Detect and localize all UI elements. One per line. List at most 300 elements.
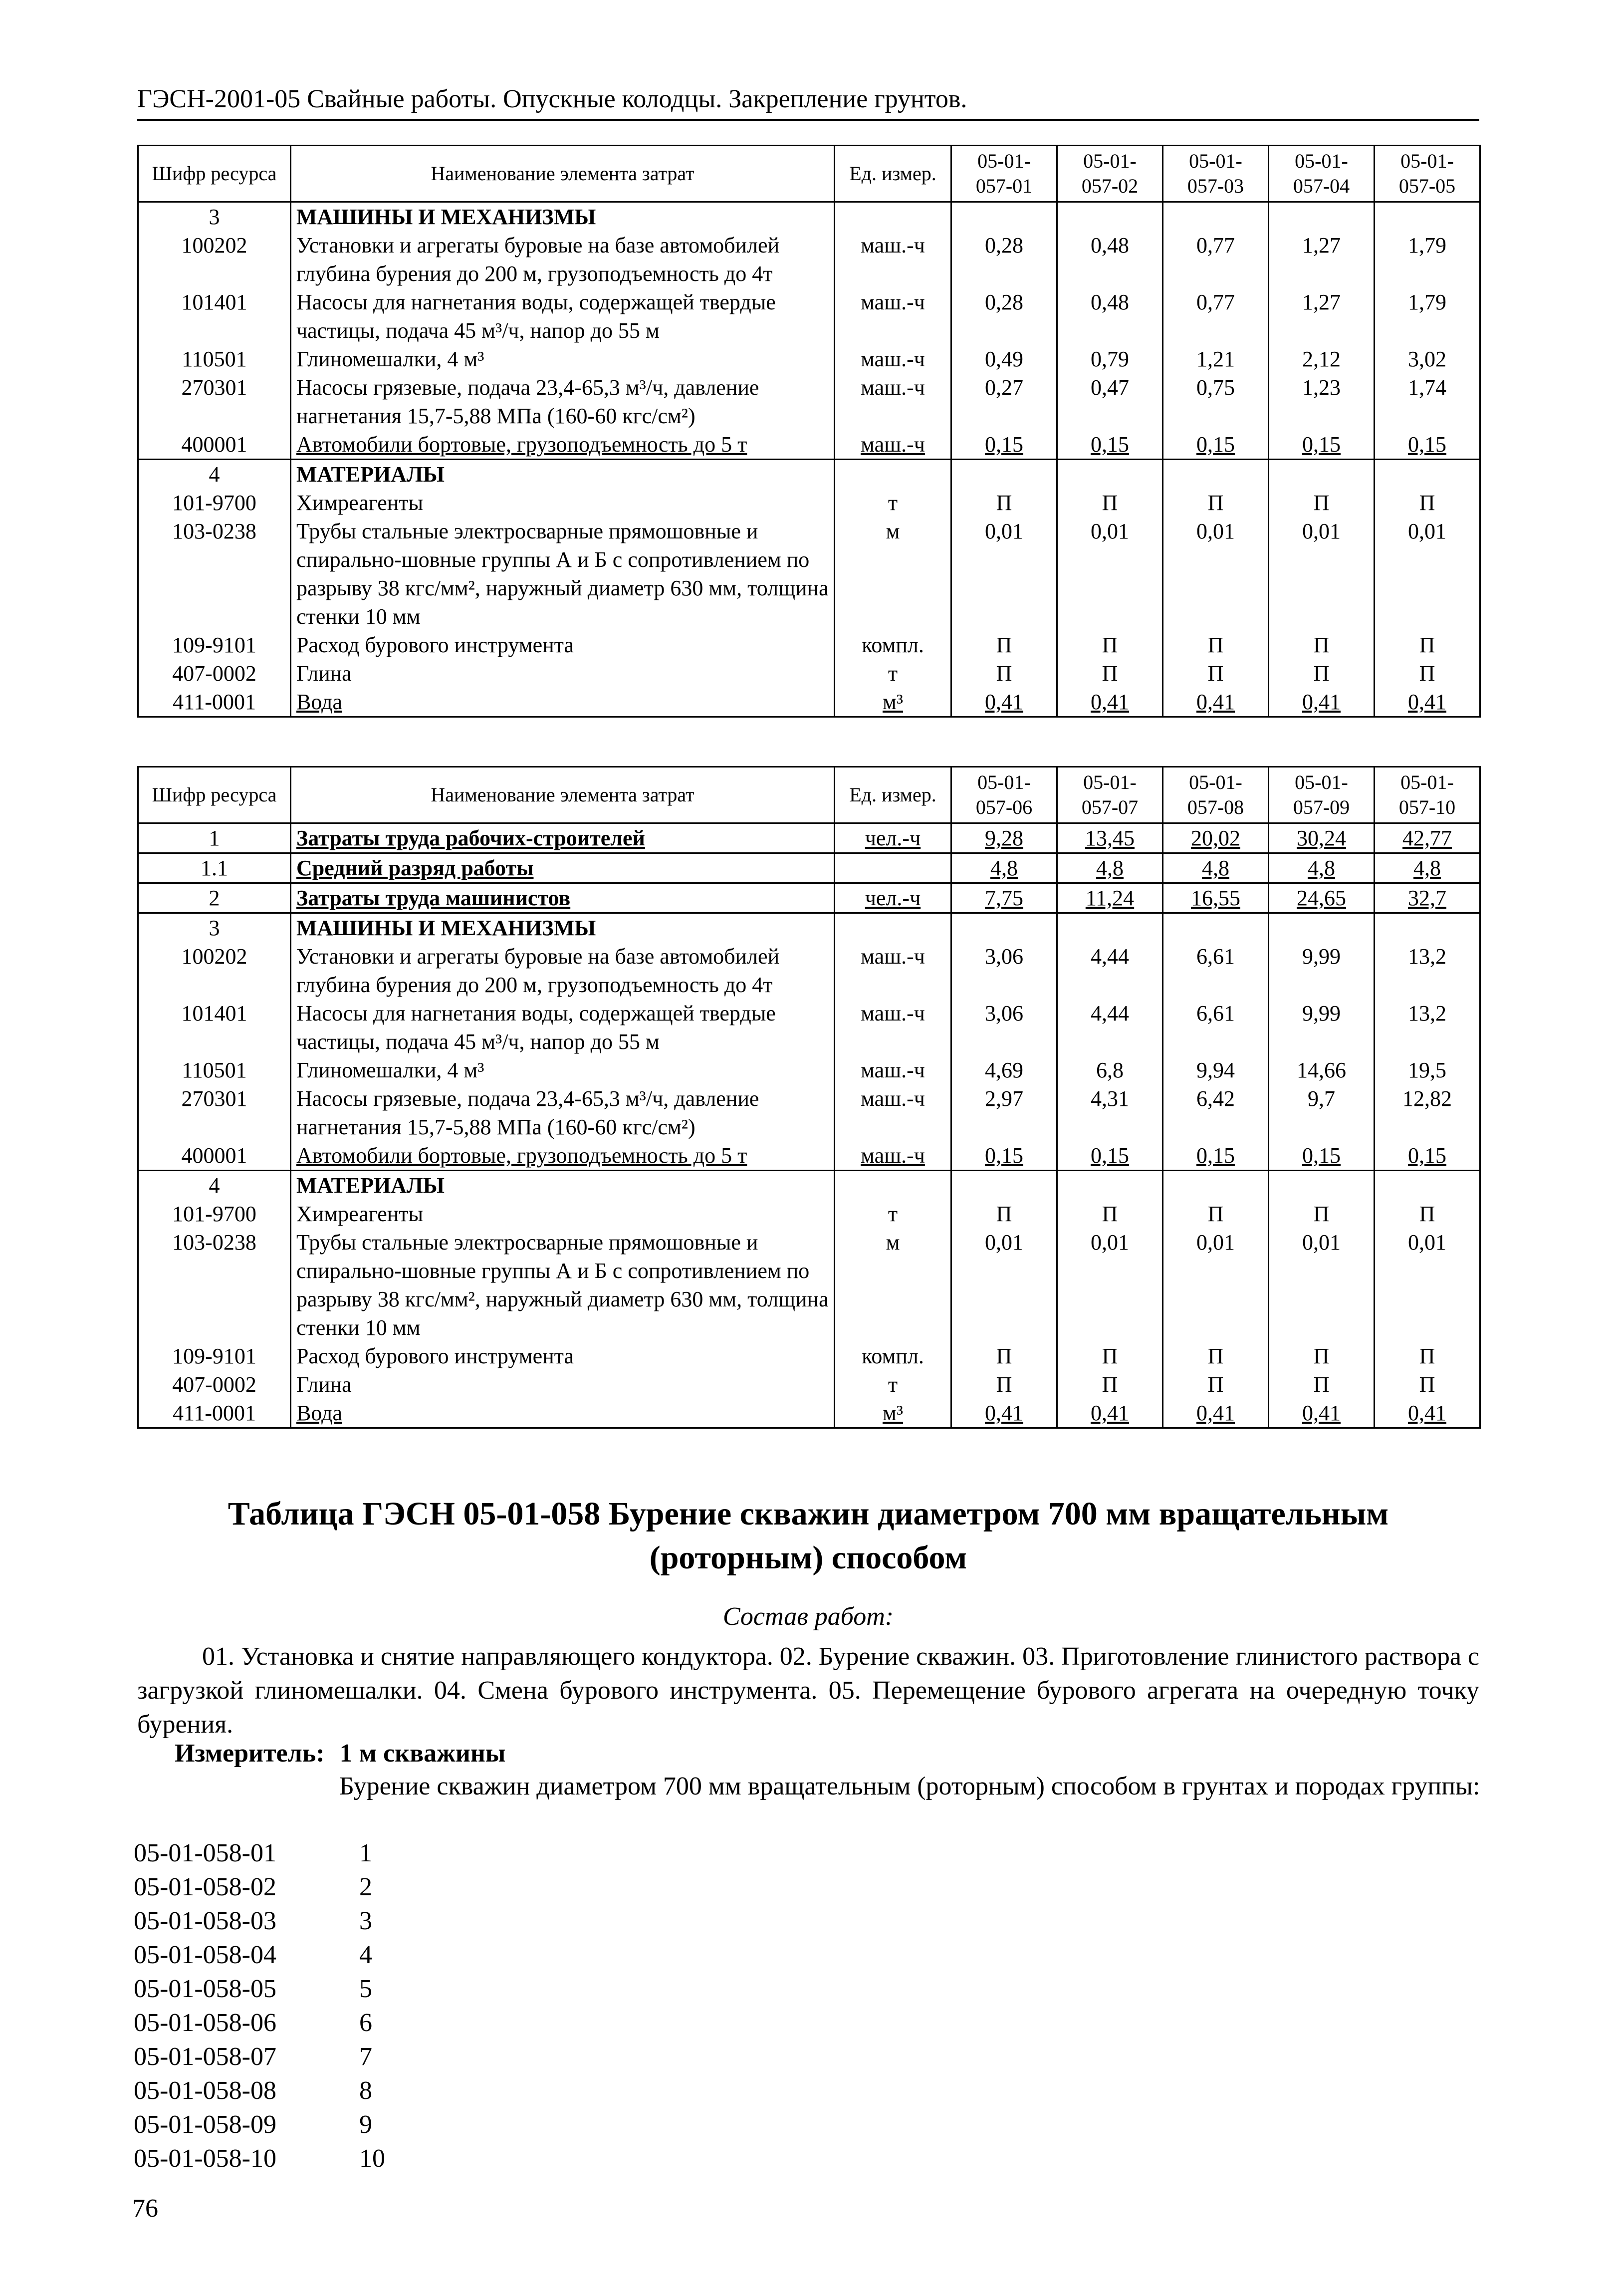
cell-value [1057, 913, 1163, 943]
cell-value: 0,79 [1057, 345, 1163, 373]
cell-name: МАШИНЫ И МЕХАНИЗМЫ [291, 202, 835, 232]
cell-code: 411-0001 [138, 688, 291, 717]
cell-value: 13,2 [1375, 999, 1480, 1056]
soil-group: 2 [359, 1873, 372, 1901]
cell-name: Автомобили бортовые, грузоподъемность до 5 т [291, 1141, 835, 1171]
cell-unit [835, 913, 951, 943]
table-row [138, 202, 1480, 232]
cell-value: 30,24 [1269, 823, 1375, 853]
cell-name: Средний разряд работы [291, 853, 835, 883]
cell-code: 2 [138, 883, 291, 913]
cell-unit: маш.-ч [835, 288, 951, 345]
cell-value: 9,99 [1269, 999, 1375, 1056]
cell-value: П [1057, 1200, 1163, 1228]
table-row [138, 999, 1480, 1056]
cell-value: 42,77 [1375, 823, 1480, 853]
cell-value: 0,01 [1057, 517, 1163, 631]
cell-value: П [1375, 1342, 1480, 1370]
cell-value: 0,28 [951, 231, 1057, 288]
cell-code: 100202 [138, 942, 291, 999]
soil-group: 10 [359, 2144, 385, 2173]
cell-unit: м³ [835, 1399, 951, 1428]
norm-code: 05-01-058-02 [134, 1873, 276, 1901]
cell-value: 0,15 [1269, 1141, 1375, 1171]
cell-value [951, 913, 1057, 943]
norm-code: 05-01-058-10 [134, 2144, 276, 2173]
cell-value: 0,47 [1057, 373, 1163, 430]
cell-name: Насосы грязевые, подача 23,4-65,3 м³/ч, давление нагнетания 15,7-5,88 МПа (160-60 кгс/см²) [291, 1084, 835, 1141]
resource-table-057-06-10 [137, 766, 1481, 1429]
cell-value: 1,23 [1269, 373, 1375, 430]
cell-value: 4,69 [951, 1056, 1057, 1084]
cell-value: 0,41 [1269, 1399, 1375, 1428]
cell-value: 1,79 [1375, 231, 1480, 288]
cell-value: 0,15 [1375, 430, 1480, 460]
header-norm-code: 05-01- 057-05 [1375, 146, 1480, 202]
cell-code: 407-0002 [138, 1370, 291, 1399]
cell-value: П [951, 1342, 1057, 1370]
cell-value: 4,44 [1057, 942, 1163, 999]
table-row [138, 942, 1480, 999]
cell-value: 4,8 [951, 853, 1057, 883]
table-row [138, 373, 1480, 430]
cell-unit: маш.-ч [835, 1141, 951, 1171]
cell-code: 100202 [138, 231, 291, 288]
code-row [134, 2006, 409, 2040]
cell-value: П [951, 489, 1057, 517]
code-row [134, 2108, 409, 2142]
table-row [138, 1342, 1480, 1370]
table-row [138, 517, 1480, 631]
cell-value: П [1375, 1370, 1480, 1399]
cell-value: П [1375, 659, 1480, 688]
page-number: 76 [132, 2194, 158, 2223]
cell-unit: т [835, 659, 951, 688]
cell-code: 4 [138, 460, 291, 489]
cell-value: 0,28 [951, 288, 1057, 345]
cell-code: 101-9700 [138, 1200, 291, 1228]
code-row [134, 1904, 409, 1938]
cell-value: 0,41 [1375, 1399, 1480, 1428]
cell-value [1057, 202, 1163, 232]
cell-value: П [1163, 1342, 1269, 1370]
cell-value: 0,01 [951, 517, 1057, 631]
cell-name: Автомобили бортовые, грузоподъемность до 5 т [291, 430, 835, 460]
cell-value: 7,75 [951, 883, 1057, 913]
cell-unit: чел.-ч [835, 883, 951, 913]
table-body [138, 823, 1480, 1428]
cell-value [1269, 1171, 1375, 1200]
table-row [138, 631, 1480, 659]
cell-value: 4,31 [1057, 1084, 1163, 1141]
norm-code: 05-01-058-06 [134, 2009, 276, 2037]
soil-group: 9 [359, 2110, 372, 2139]
table-row [138, 853, 1480, 883]
cell-value: 6,42 [1163, 1084, 1269, 1141]
cell-value: П [1269, 659, 1375, 688]
code-list [134, 1836, 409, 2176]
cell-value: П [1057, 489, 1163, 517]
table-header-row [138, 146, 1480, 202]
cell-name: Химреагенты [291, 1200, 835, 1228]
composition-title: Состав работ: [722, 1602, 894, 1631]
cell-value: 0,41 [951, 1399, 1057, 1428]
cell-code: 1.1 [138, 853, 291, 883]
cell-value [1375, 460, 1480, 489]
cell-value: 0,15 [951, 1141, 1057, 1171]
cell-value: П [1269, 489, 1375, 517]
norm-code: 05-01-058-04 [134, 1941, 276, 1969]
cell-unit: т [835, 1200, 951, 1228]
table-row [138, 1228, 1480, 1342]
cell-value: 0,15 [1269, 430, 1375, 460]
cell-value: 0,41 [1269, 688, 1375, 717]
cell-value: 12,82 [1375, 1084, 1480, 1141]
cell-value: 2,97 [951, 1084, 1057, 1141]
cell-unit: м [835, 517, 951, 631]
header-unit: Ед. измер. [835, 146, 951, 202]
cell-unit: маш.-ч [835, 942, 951, 999]
cell-unit: маш.-ч [835, 1084, 951, 1141]
table-row [138, 659, 1480, 688]
cell-value: 0,41 [1375, 688, 1480, 717]
cell-name: Установки и агрегаты буровые на базе автомобилей глубина бурения до 200 м, грузоподъемность до 4т [291, 231, 835, 288]
table-row [138, 688, 1480, 717]
cell-value: 0,49 [951, 345, 1057, 373]
norm-code: 05-01-058-09 [134, 2110, 276, 2139]
table-row [138, 1171, 1480, 1200]
soil-group: 8 [359, 2076, 372, 2105]
table-body [138, 202, 1480, 717]
cell-value: 13,45 [1057, 823, 1163, 853]
cell-unit: компл. [835, 1342, 951, 1370]
soil-group: 5 [359, 1975, 372, 2003]
table-row [138, 489, 1480, 517]
table-row [138, 883, 1480, 913]
table-row [138, 1200, 1480, 1228]
cell-value: 3,06 [951, 942, 1057, 999]
cell-value: 0,01 [1163, 1228, 1269, 1342]
cell-value: П [951, 1370, 1057, 1399]
norm-code: 05-01-058-07 [134, 2042, 276, 2071]
cell-value: 4,8 [1375, 853, 1480, 883]
header-norm-code: 05-01- 057-02 [1057, 146, 1163, 202]
cell-name: Расход бурового инструмента [291, 1342, 835, 1370]
cell-value: 0,77 [1163, 288, 1269, 345]
header-norm-code: 05-01- 057-03 [1163, 146, 1269, 202]
table-row [138, 231, 1480, 288]
cell-name: Глиномешалки, 4 м³ [291, 1056, 835, 1084]
cell-value: 0,15 [1057, 1141, 1163, 1171]
cell-unit [835, 1171, 951, 1200]
cell-value [951, 460, 1057, 489]
table-row [138, 823, 1480, 853]
cell-value: 1,27 [1269, 288, 1375, 345]
table-row [138, 1056, 1480, 1084]
cell-name: Вода [291, 1399, 835, 1428]
cell-value: 9,28 [951, 823, 1057, 853]
cell-code: 4 [138, 1171, 291, 1200]
cell-value: 0,41 [1163, 1399, 1269, 1428]
cell-value: П [1269, 631, 1375, 659]
cell-value [1163, 202, 1269, 232]
soil-group: 3 [359, 1907, 372, 1935]
code-row [134, 2142, 409, 2176]
composition-text: 01. Установка и снятие направляющего кондуктора. 02. Бурение скважин. 03. Приготовление глинистого раствора с загрузкой глиномешалки. 04. Смена бурового инструмента. 05. Перемещение бурового агрегата на очередную точку бурения. [137, 1642, 1479, 1739]
cell-unit: чел.-ч [835, 823, 951, 853]
cell-value: 0,15 [1057, 430, 1163, 460]
cell-name: Установки и агрегаты буровые на базе автомобилей глубина бурения до 200 м, грузоподъемность до 4т [291, 942, 835, 999]
cell-unit [835, 460, 951, 489]
cell-value: 1,21 [1163, 345, 1269, 373]
header-norm-code: 05-01- 057-01 [951, 146, 1057, 202]
cell-value: 6,8 [1057, 1056, 1163, 1084]
cell-value [1269, 202, 1375, 232]
cell-unit: маш.-ч [835, 1056, 951, 1084]
cell-value: П [1163, 631, 1269, 659]
cell-name: Насосы для нагнетания воды, содержащей твердые частицы, подача 45 м³/ч, напор до 55 м [291, 288, 835, 345]
cell-value: 4,8 [1163, 853, 1269, 883]
cell-code: 270301 [138, 1084, 291, 1141]
cell-value: 14,66 [1269, 1056, 1375, 1084]
meter [175, 1739, 505, 1768]
code-row [134, 1870, 409, 1904]
cell-value: 0,41 [1057, 1399, 1163, 1428]
cell-code: 411-0001 [138, 1399, 291, 1428]
table-row [138, 913, 1480, 943]
cell-name: Глиномешалки, 4 м³ [291, 345, 835, 373]
cell-code: 1 [138, 823, 291, 853]
cell-value [1269, 913, 1375, 943]
cell-code: 3 [138, 202, 291, 232]
cell-value [1163, 1171, 1269, 1200]
cell-value [951, 1171, 1057, 1200]
header-name: Наименование элемента затрат [291, 146, 835, 202]
header-norm-code: 05-01- 057-09 [1269, 767, 1375, 823]
header-norm-code: 05-01- 057-06 [951, 767, 1057, 823]
cell-value [1057, 1171, 1163, 1200]
cell-code: 109-9101 [138, 631, 291, 659]
norm-code: 05-01-058-08 [134, 2076, 276, 2105]
table-row [138, 1370, 1480, 1399]
cell-code: 109-9101 [138, 1342, 291, 1370]
code-row [134, 1938, 409, 1972]
cell-value [1163, 460, 1269, 489]
code-row [134, 1836, 409, 1870]
cell-value [1375, 202, 1480, 232]
header-norm-code: 05-01- 057-07 [1057, 767, 1163, 823]
cell-value: 4,8 [1269, 853, 1375, 883]
cell-value: 1,27 [1269, 231, 1375, 288]
cell-name: Затраты труда рабочих-строителей [291, 823, 835, 853]
cell-unit: т [835, 489, 951, 517]
cell-value: 0,15 [1163, 430, 1269, 460]
cell-code: 101401 [138, 999, 291, 1056]
header-norm-code: 05-01- 057-10 [1375, 767, 1480, 823]
cell-unit [835, 202, 951, 232]
cell-value: 0,01 [1269, 1228, 1375, 1342]
cell-value: П [1375, 489, 1480, 517]
cell-value: 9,7 [1269, 1084, 1375, 1141]
cell-name: Расход бурового инструмента [291, 631, 835, 659]
cell-value: П [1163, 1370, 1269, 1399]
cell-value: 0,41 [1163, 688, 1269, 717]
meter-label: Измеритель: [175, 1739, 325, 1768]
soil-group: 7 [359, 2042, 372, 2071]
cell-name: Трубы стальные электросварные прямошовные и спирально-шовные группы А и Б с сопротивлением по разрыву 38 кгс/мм², наружный диаметр 630 мм, толщина стенки 10 мм [291, 1228, 835, 1342]
cell-value [1375, 1171, 1480, 1200]
cell-unit: компл. [835, 631, 951, 659]
cell-value [1375, 913, 1480, 943]
page-header: ГЭСН-2001-05 Свайные работы. Опускные колодцы. Закрепление грунтов. [137, 84, 1479, 121]
table-row [138, 288, 1480, 345]
cell-value: 0,15 [1163, 1141, 1269, 1171]
soil-group: 1 [359, 1839, 372, 1867]
header-norm-code: 05-01- 057-04 [1269, 146, 1375, 202]
cell-value: П [1269, 1342, 1375, 1370]
cell-value: 16,55 [1163, 883, 1269, 913]
cell-value: 0,48 [1057, 231, 1163, 288]
cell-value: П [951, 1200, 1057, 1228]
cell-name: Глина [291, 659, 835, 688]
cell-name: МАШИНЫ И МЕХАНИЗМЫ [291, 913, 835, 943]
cell-unit: маш.-ч [835, 345, 951, 373]
cell-value [1163, 913, 1269, 943]
cell-unit [835, 853, 951, 883]
cell-unit: т [835, 1370, 951, 1399]
cell-name: Глина [291, 1370, 835, 1399]
table-row [138, 345, 1480, 373]
cell-unit: м³ [835, 688, 951, 717]
cell-code: 400001 [138, 1141, 291, 1171]
cell-unit: маш.-ч [835, 373, 951, 430]
meter-value: 1 м скважины [339, 1739, 506, 1768]
cell-value: 6,61 [1163, 999, 1269, 1056]
cell-code: 110501 [138, 1056, 291, 1084]
cell-value: П [1057, 659, 1163, 688]
cell-value: 0,77 [1163, 231, 1269, 288]
cell-value: 0,41 [951, 688, 1057, 717]
cell-code: 103-0238 [138, 517, 291, 631]
cell-code: 270301 [138, 373, 291, 430]
soil-group: 4 [359, 1941, 372, 1969]
cell-code: 103-0238 [138, 1228, 291, 1342]
cell-code: 101-9700 [138, 489, 291, 517]
cell-value: 0,01 [1375, 1228, 1480, 1342]
code-row [134, 1972, 409, 2006]
cell-name: Трубы стальные электросварные прямошовные и спирально-шовные группы А и Б с сопротивлением по разрыву 38 кгс/мм², наружный диаметр 630 мм, толщина стенки 10 мм [291, 517, 835, 631]
cell-value: 0,01 [1269, 517, 1375, 631]
cell-value: П [1163, 659, 1269, 688]
cell-value: П [1269, 1370, 1375, 1399]
cell-unit: маш.-ч [835, 999, 951, 1056]
cell-value: 0,41 [1057, 688, 1163, 717]
cell-value: 0,48 [1057, 288, 1163, 345]
cell-value: 13,2 [1375, 942, 1480, 999]
cell-value: 0,01 [1375, 517, 1480, 631]
norm-code: 05-01-058-03 [134, 1907, 276, 1935]
cell-value: 0,01 [1057, 1228, 1163, 1342]
resource-table-057-01-05 [137, 145, 1481, 718]
cell-name: МАТЕРИАЛЫ [291, 1171, 835, 1200]
cell-value [1057, 460, 1163, 489]
code-row [134, 2040, 409, 2074]
table-row [138, 1141, 1480, 1171]
section-title: Таблица ГЭСН 05-01-058 Бурение скважин диаметром 700 мм вращательным (роторным) способом [228, 1496, 1389, 1576]
cell-value: 3,02 [1375, 345, 1480, 373]
cell-value: 0,01 [951, 1228, 1057, 1342]
cell-value: 24,65 [1269, 883, 1375, 913]
cell-value: П [951, 631, 1057, 659]
norm-code: 05-01-058-05 [134, 1975, 276, 2003]
cell-name: Химреагенты [291, 489, 835, 517]
cell-value: 1,74 [1375, 373, 1480, 430]
cell-code: 400001 [138, 430, 291, 460]
cell-value: 0,75 [1163, 373, 1269, 430]
cell-unit: м [835, 1228, 951, 1342]
cell-value: П [1269, 1200, 1375, 1228]
table-row [138, 460, 1480, 489]
cell-value: 0,01 [1163, 517, 1269, 631]
codes-intro: Бурение скважин диаметром 700 мм вращательным (роторным) способом в грунтах и породах группы: [339, 1772, 1480, 1800]
cell-value: 0,27 [951, 373, 1057, 430]
cell-value: 4,8 [1057, 853, 1163, 883]
cell-unit: маш.-ч [835, 430, 951, 460]
cell-value: 4,44 [1057, 999, 1163, 1056]
cell-value [951, 202, 1057, 232]
cell-code: 101401 [138, 288, 291, 345]
header-norm-code: 05-01- 057-08 [1163, 767, 1269, 823]
cell-value: 6,61 [1163, 942, 1269, 999]
cell-name: МАТЕРИАЛЫ [291, 460, 835, 489]
cell-value: 9,99 [1269, 942, 1375, 999]
cell-value: П [1057, 1342, 1163, 1370]
cell-value: 9,94 [1163, 1056, 1269, 1084]
cell-value: 32,7 [1375, 883, 1480, 913]
header-code: Шифр ресурса [138, 767, 291, 823]
cell-value: П [1375, 631, 1480, 659]
soil-group: 6 [359, 2009, 372, 2037]
cell-value: 3,06 [951, 999, 1057, 1056]
cell-value: П [951, 659, 1057, 688]
header-code: Шифр ресурса [138, 146, 291, 202]
table-row [138, 1399, 1480, 1428]
cell-value: П [1163, 1200, 1269, 1228]
cell-value: 20,02 [1163, 823, 1269, 853]
header-name: Наименование элемента затрат [291, 767, 835, 823]
cell-value: П [1057, 631, 1163, 659]
cell-code: 3 [138, 913, 291, 943]
table-row [138, 1084, 1480, 1141]
table-header-row [138, 767, 1480, 823]
cell-value [1269, 460, 1375, 489]
cell-value: 0,15 [951, 430, 1057, 460]
code-row [134, 2074, 409, 2108]
cell-value: 1,79 [1375, 288, 1480, 345]
cell-value: 0,15 [1375, 1141, 1480, 1171]
cell-value: П [1057, 1370, 1163, 1399]
header-unit: Ед. измер. [835, 767, 951, 823]
cell-value: П [1163, 489, 1269, 517]
cell-unit: маш.-ч [835, 231, 951, 288]
cell-value: 19,5 [1375, 1056, 1480, 1084]
cell-value: 2,12 [1269, 345, 1375, 373]
table-row [138, 430, 1480, 460]
cell-name: Вода [291, 688, 835, 717]
cell-value: П [1375, 1200, 1480, 1228]
cell-code: 407-0002 [138, 659, 291, 688]
cell-value: 11,24 [1057, 883, 1163, 913]
